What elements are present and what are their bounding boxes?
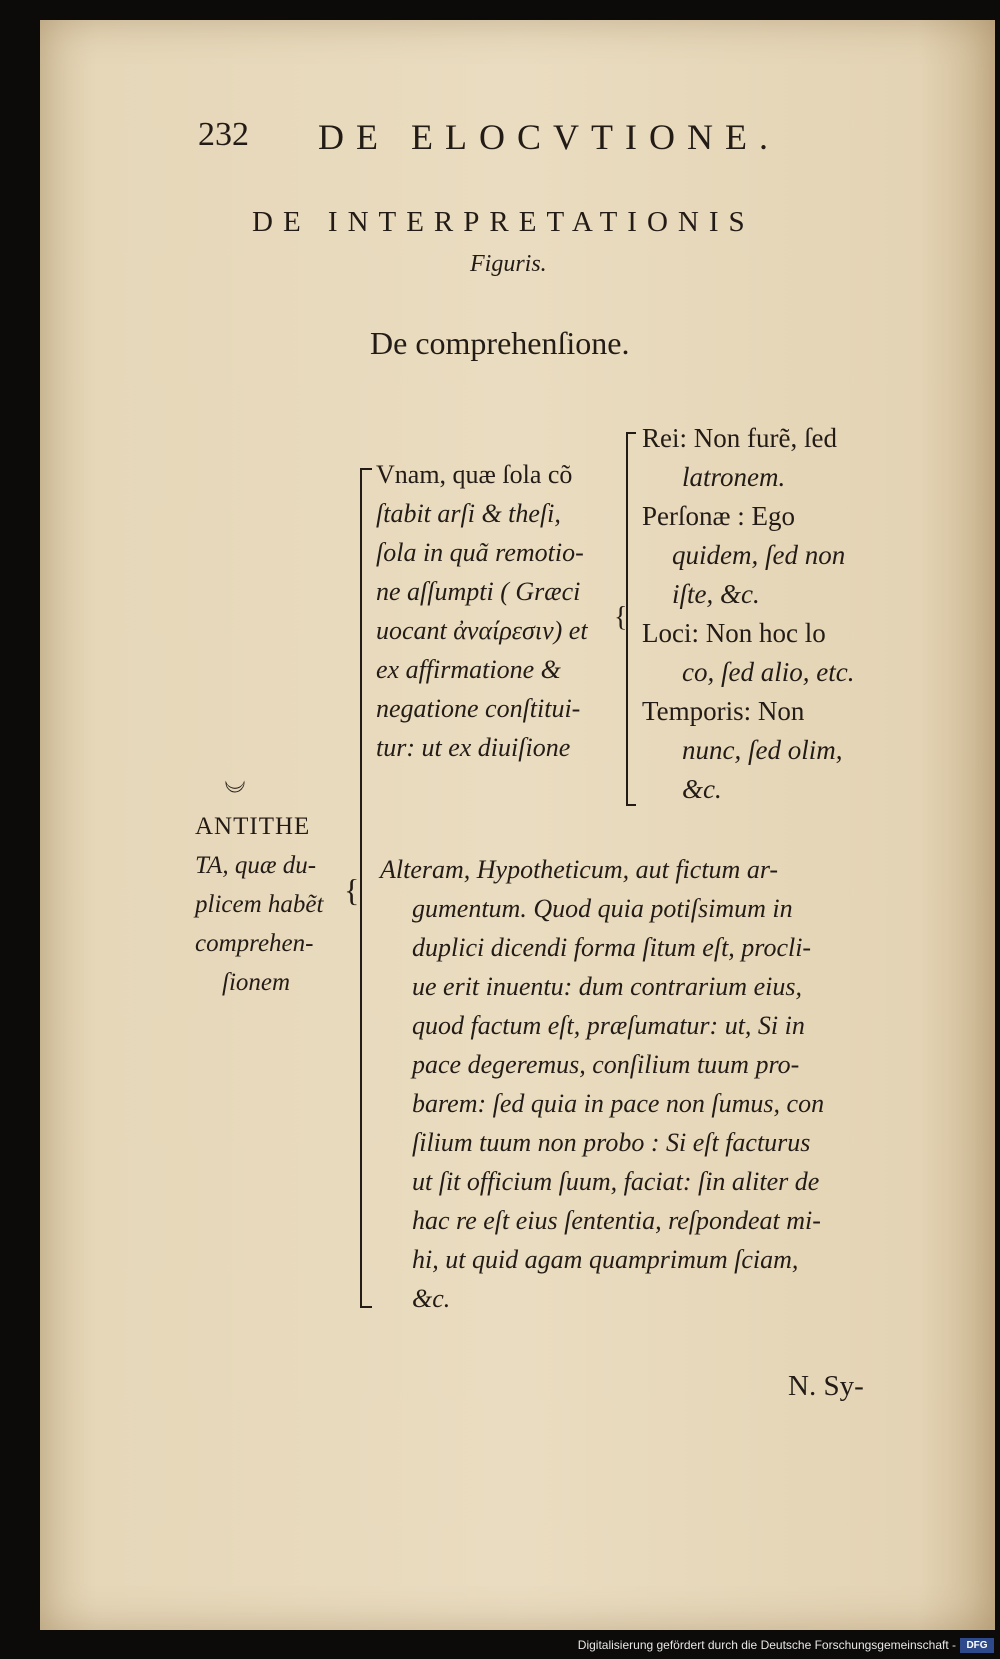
catchword: N. Sy- <box>788 1370 864 1402</box>
second-branch-line-4: ue erit inuentu: dum contrarium eius, <box>412 972 802 1001</box>
first-branch-line-1: Vnam, quæ ſola cõ <box>376 460 573 489</box>
dfg-logo: DFG <box>960 1638 994 1653</box>
second-branch-line-11: hi, ut quid agam quamprimum ſciam, <box>412 1245 799 1274</box>
second-branch-line-3: duplici dicendi forma ſitum eſt, procli- <box>412 933 812 962</box>
second-branch-line-5: quod factum eſt, præſumatur: ut, Si in <box>412 1011 805 1040</box>
main-brace-bottom <box>360 888 372 1308</box>
second-branch-line-10: hac re eſt eius ſententia, reſpondeat mi- <box>412 1206 821 1235</box>
division-line-7: co, ſed alio, etc. <box>682 657 855 687</box>
division-line-5: iſte, &c. <box>672 579 760 609</box>
division-line-4: quidem, ſed non <box>672 540 846 570</box>
antitheta-line-1: ANTITHE <box>195 813 311 840</box>
second-branch-line-7: barem: ſed quia in pace non ſumus, con <box>412 1089 825 1118</box>
first-branch-line-2: ſtabit arſi & theſi, <box>376 499 561 528</box>
division-line-6: Loci: Non hoc lo <box>642 618 826 648</box>
division-line-9: nunc, ſed olim, <box>682 735 843 765</box>
antitheta-line-3: plicem habẽt <box>195 891 324 918</box>
first-branch-line-3: ſola in quã remotio- <box>376 538 584 567</box>
page-number: 232 <box>198 116 249 153</box>
division-line-8: Temporis: Non <box>642 696 805 726</box>
running-title: DE ELOCVTIONE. <box>318 117 780 157</box>
section-title: DE INTERPRETATIONIS <box>252 206 755 238</box>
second-branch-line-9: ut ſit officium ſuum, faciat: ſin aliter de <box>412 1167 820 1196</box>
second-branch-line-1: Alteram, Hypotheticum, aut fictum ar- <box>380 855 779 884</box>
antitheta-line-5: ſionem <box>222 969 291 996</box>
inner-brace-bottom <box>626 618 636 806</box>
fleuron-ornament: ☾ <box>221 771 251 795</box>
first-branch-line-7: negatione conſtitui- <box>376 694 581 723</box>
first-branch-line-4: ne aſſumpti ( Græci <box>376 577 581 606</box>
digitization-footer <box>0 1630 1000 1659</box>
second-branch-line-8: ſilium tuum non probo : Si eſt facturus <box>412 1128 811 1157</box>
first-branch-line-6: ex affirmatione & <box>376 655 561 684</box>
first-branch-line-5: uocant ἀναίρεσιν) et <box>376 616 588 645</box>
second-branch-line-6: pace degeremus, conſilium tuum pro- <box>412 1050 800 1079</box>
division-line-1: Rei: Non furẽ, ſed <box>642 423 837 453</box>
inner-brace-top <box>626 432 636 620</box>
antitheta-line-2: TA, quæ du- <box>195 852 317 879</box>
second-branch-line-12: &c. <box>412 1284 451 1313</box>
second-branch-line-2: gumentum. Quod quia potiſsimum in <box>412 894 793 923</box>
book-page <box>40 20 995 1630</box>
section-subtitle: De comprehenſione. <box>370 325 630 361</box>
main-brace-point: { <box>344 872 360 908</box>
section-title-figuris: Figuris. <box>470 251 547 277</box>
division-line-3: Perſonæ : Ego <box>642 501 795 531</box>
division-line-10: &c. <box>682 774 722 804</box>
footer-credit: Digitalisierung gefördert durch die Deutsche Forschungsgemeinschaft - <box>577 1638 956 1652</box>
antitheta-line-4: comprehen- <box>195 930 314 957</box>
first-branch-line-8: tur: ut ex diuiſione <box>376 733 571 762</box>
inner-brace-point: { <box>614 602 628 633</box>
division-line-2: latronem. <box>682 462 786 492</box>
main-brace-top <box>360 468 372 890</box>
